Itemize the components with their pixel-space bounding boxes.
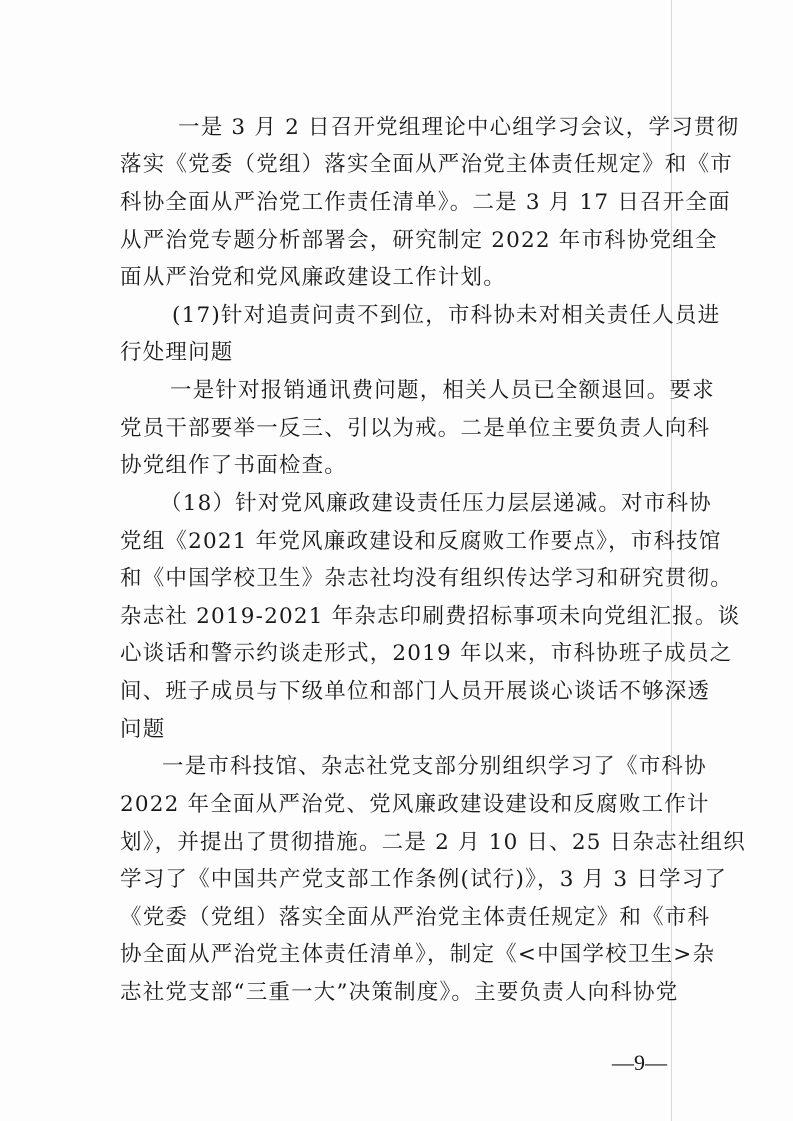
- heading-18-line-7: 问题: [120, 717, 166, 742]
- heading-17-line-1: (17)针对追责问责不到位，市科协未对相关责任人员进: [172, 303, 721, 328]
- paragraph-3-line-4: 学习了《中国共产党支部工作条例(试行)》，3 月 3 日学习了: [120, 867, 728, 892]
- heading-17-line-2: 行处理问题: [120, 340, 234, 365]
- paragraph-3-line-7: 志社党支部“三重一大”决策制度》。主要负责人向科协党: [120, 980, 679, 1005]
- heading-18-line-6: 间、班子成员与下级单位和部门人员开展谈心谈话不够深透: [120, 679, 711, 704]
- paragraph-3-line-6: 协全面从严治党主体责任清单》，制定《<中国学校卫生>杂: [120, 942, 716, 967]
- heading-18-line-3: 和《中国学校卫生》杂志社均没有组织传达学习和研究贯彻。: [120, 566, 733, 591]
- paragraph-2-line-2: 党员干部要举一反三、引以为戒。二是单位主要负责人向科: [120, 416, 711, 441]
- paragraph-2-line-3: 协党组作了书面检查。: [120, 453, 348, 478]
- paragraph-1-line-4: 从严治党专题分析部署会，研究制定 2022 年市科协党组全: [120, 228, 718, 253]
- paragraph-1-line-5: 面从严治党和党风廉政建设工作计划。: [120, 265, 506, 290]
- heading-18-line-5: 心谈话和警示约谈走形式，2019 年以来，市科协班子成员之: [120, 641, 733, 666]
- paragraph-3-line-2: 2022 年全面从严治党、党风廉政建设建设和反腐败工作计: [120, 792, 710, 817]
- paragraph-1-line-3: 科协全面从严治党工作责任清单》。二是 3 月 17 日召开全面: [120, 190, 731, 215]
- paragraph-3-line-1: 一是市科技馆、杂志社党支部分别组织学习了《市科协: [162, 754, 707, 779]
- heading-18-line-4: 杂志社 2019-2021 年杂志印刷费招标事项未向党组汇报。谈: [120, 604, 741, 629]
- paragraph-2-line-1: 一是针对报销通讯费问题，相关人员已全额退回。要求: [170, 378, 715, 403]
- paragraph-1-line-1: 一是 3 月 2 日召开党组理论中心组学习会议，学习贯彻: [178, 115, 740, 140]
- heading-18-line-2: 党组《2021 年党风廉政建设和反腐败工作要点》，市科技馆: [120, 529, 722, 554]
- paragraph-3-line-3: 划》，并提出了贯彻措施。二是 2 月 10 日、25 日杂志社组织: [120, 830, 746, 855]
- page-number: —9—: [612, 1050, 667, 1075]
- paragraph-1-line-2: 落实《党委（党组）落实全面从严治党主体责任规定》和《市: [120, 152, 733, 177]
- heading-18-line-1: （18）针对党风廉政建设责任压力层层递减。对市科协: [160, 491, 712, 516]
- paragraph-3-line-5: 《党委（党组）落实全面从严治党主体责任规定》和《市科: [120, 905, 711, 930]
